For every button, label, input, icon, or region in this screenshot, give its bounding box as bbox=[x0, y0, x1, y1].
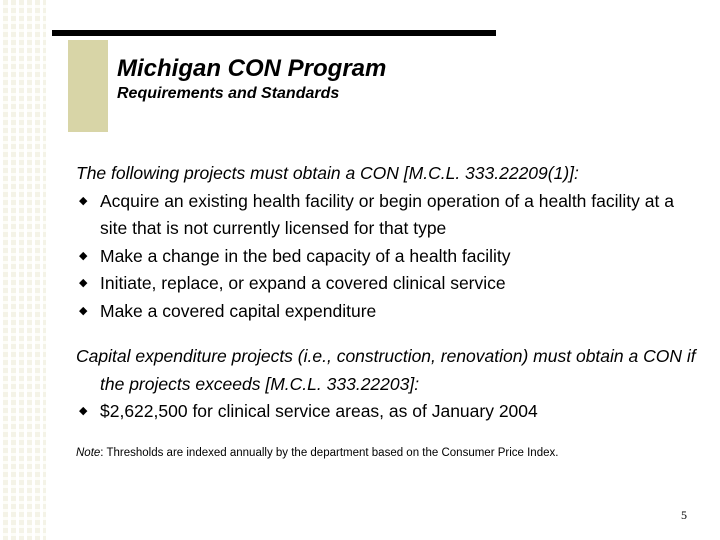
note-text: : Thresholds are indexed annually by the department based on the Consumer Price Index. bbox=[100, 447, 559, 459]
footnote bbox=[76, 445, 558, 461]
page-number: 5 bbox=[681, 508, 687, 522]
list-item-text: Make a covered capital expenditure bbox=[100, 300, 377, 321]
list-item bbox=[76, 298, 696, 326]
project-requirements-list bbox=[76, 188, 696, 326]
decorative-stripe-band bbox=[0, 0, 46, 540]
diamond-bullet-icon: ◆ bbox=[79, 249, 88, 262]
slide-title: Michigan CON Program bbox=[117, 55, 387, 82]
slide-body bbox=[76, 160, 696, 426]
title-rule bbox=[52, 30, 496, 36]
title-accent-block bbox=[68, 40, 108, 132]
section-spacer bbox=[76, 325, 696, 343]
list-item-text: Make a change in the bed capacity of a health facility bbox=[100, 245, 511, 266]
diamond-bullet-icon: ◆ bbox=[79, 277, 88, 289]
diamond-bullet-icon: ◆ bbox=[79, 194, 88, 207]
diamond-bullet-icon: ◆ bbox=[79, 405, 88, 417]
list-item-text: Acquire an existing health facility or begin operation of a health facility at a site that is not currently licensed for that type bbox=[100, 190, 674, 238]
note-label: Note bbox=[76, 447, 101, 459]
list-item-text: Initiate, replace, or expand a covered clinical service bbox=[100, 273, 506, 293]
list-item bbox=[76, 270, 696, 298]
capital-expenditure-text: Capital expenditure projects (i.e., construction, renovation) must obtain a CON if the projects exceeds [M.C.L. 333.22203]: bbox=[76, 346, 696, 394]
diamond-bullet-icon: ◆ bbox=[79, 304, 88, 317]
list-item bbox=[76, 243, 696, 271]
list-item bbox=[76, 398, 696, 426]
slide-subtitle: Requirements and Standards bbox=[117, 85, 340, 102]
list-item bbox=[76, 188, 696, 243]
list-item-text: $2,622,500 for clinical service areas, as of January 2004 bbox=[100, 401, 538, 421]
intro-text: The following projects must obtain a CON [M.C.L. 333.22209(1)]: bbox=[76, 163, 579, 183]
capital-threshold-list bbox=[76, 398, 696, 426]
